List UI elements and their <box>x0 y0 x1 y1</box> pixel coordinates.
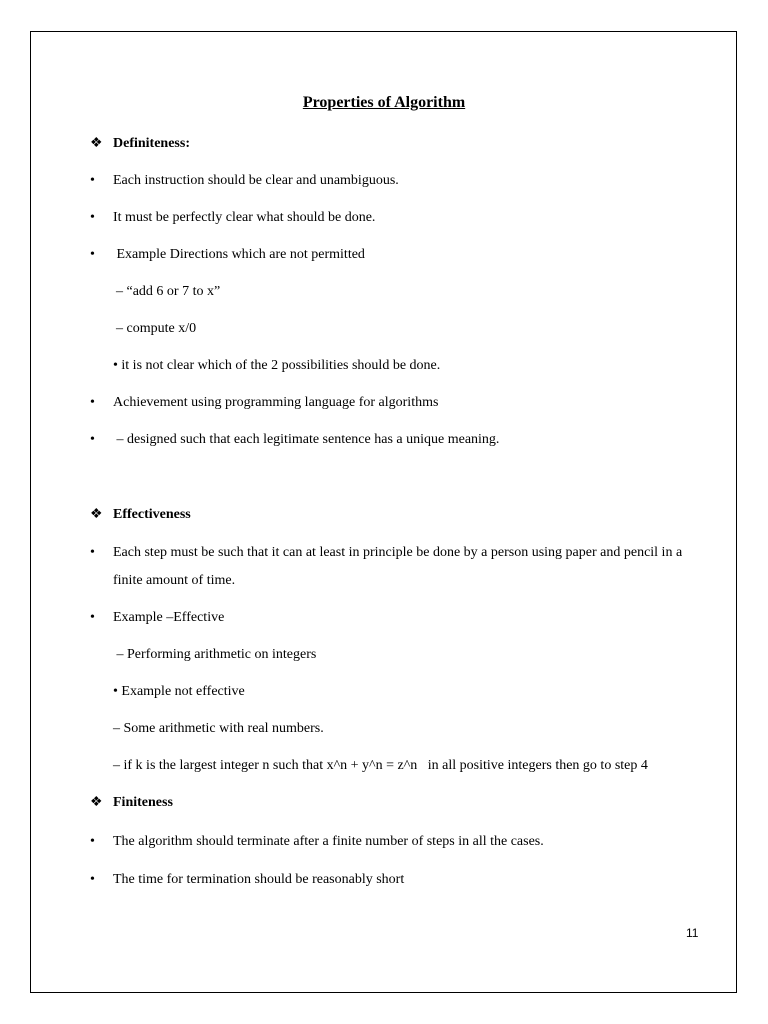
diamond-bullet-icon: ❖ <box>90 136 103 151</box>
bullet-icon: • <box>90 834 95 849</box>
list-subitem: – if k is the largest integer n such that x^n + y^n = z^n in all positive integers then go to step 4 <box>113 758 648 773</box>
list-item: The time for termination should be reasonably short <box>113 872 405 887</box>
page-number: 11 <box>686 926 699 940</box>
section-heading-definiteness: Definiteness: <box>113 136 190 151</box>
list-item: The algorithm should terminate after a finite number of steps in all the cases. <box>113 834 544 849</box>
bullet-icon: • <box>90 247 95 262</box>
bullet-icon: • <box>90 173 95 188</box>
list-item: Each step must be such that it can at least in principle be done by a person using paper and pencil in a finite amount of time. <box>113 545 683 588</box>
list-subitem: – Some arithmetic with real numbers. <box>113 721 324 736</box>
diamond-bullet-icon: ❖ <box>90 507 103 522</box>
list-subitem: – compute x/0 <box>116 321 197 336</box>
page-title: Properties of Algorithm <box>302 94 466 111</box>
list-item: – designed such that each legitimate sentence has a unique meaning. <box>113 432 500 447</box>
list-subitem: • Example not effective <box>113 684 245 699</box>
list-subitem: – Performing arithmetic on integers <box>113 647 317 662</box>
list-item: Example –Effective <box>113 610 225 625</box>
bullet-icon: • <box>90 395 95 410</box>
diamond-bullet-icon: ❖ <box>90 795 103 810</box>
list-item: Each instruction should be clear and unambiguous. <box>113 173 399 188</box>
bullet-icon: • <box>90 610 95 625</box>
bullet-icon: • <box>90 545 95 560</box>
list-subitem: – “add 6 or 7 to x” <box>116 284 221 299</box>
list-item: Example Directions which are not permitted <box>113 247 365 262</box>
section-heading-effectiveness: Effectiveness <box>113 507 191 522</box>
bullet-icon: • <box>90 210 95 225</box>
list-subitem: • it is not clear which of the 2 possibilities should be done. <box>113 358 441 373</box>
bullet-icon: • <box>90 432 95 447</box>
list-item: It must be perfectly clear what should be done. <box>113 210 376 225</box>
bullet-icon: • <box>90 872 95 887</box>
section-heading-finiteness: Finiteness <box>113 795 173 810</box>
list-item: Achievement using programming language for algorithms <box>113 395 439 410</box>
